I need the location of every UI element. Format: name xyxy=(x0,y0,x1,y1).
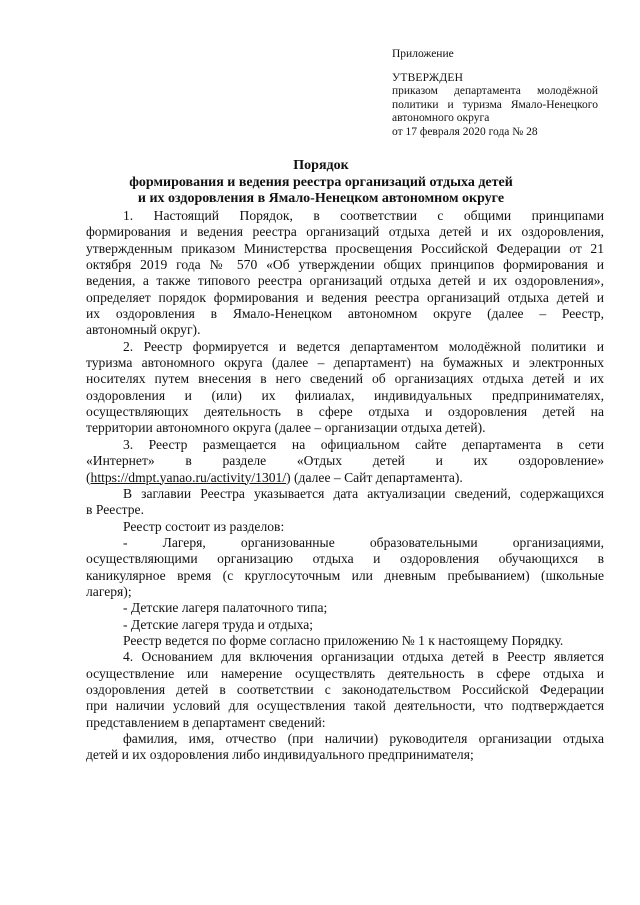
body-text-line: октября 2019 года № 570 «Об утверждении общих принципов формирования и xyxy=(86,257,604,273)
body-text-line: осуществляющими организацию отдыха и оздоровления обучающихся в xyxy=(86,551,604,567)
body-text-line: осуществляющих деятельность в сфере отдыха и оздоровления детей на xyxy=(86,404,604,420)
body-text-line: фамилия, имя, отчество (при наличии) руководителя организации отдыха xyxy=(123,731,604,746)
body-text-line: территории автономного округа (далее – организации отдыха детей). xyxy=(86,420,486,436)
body-text-line: автономный округ). xyxy=(86,322,201,338)
body-text-line: - Детские лагеря палаточного типа; xyxy=(123,600,328,616)
body-text-line: 1. Настоящий Порядок, в соответствии с общими принципами xyxy=(123,208,604,223)
body-text-line: «Интернет» в разделе «Отдых детей и их оздоровление» xyxy=(86,453,604,469)
body-text-line: их оздоровления в Ямало-Ненецком автономном округе (далее – Реестр, xyxy=(86,306,604,322)
title-line: формирования и ведения реестра организаций отдыха детей xyxy=(129,174,513,190)
body-text-line: 2. Реестр формируется и ведется департаментом молодёжной политики и xyxy=(123,338,604,354)
approval-date-line: от 17 февраля 2020 года № 28 xyxy=(392,125,538,138)
document-title xyxy=(86,158,556,208)
body-text-line: лагеря); xyxy=(86,583,132,599)
body-text-line: носителях путем внесения в него сведений об организациях отдыха детей и их xyxy=(86,371,604,387)
body-text-line: оздоровления детей в соответствии с законодательством Российской Федерации xyxy=(86,681,604,697)
approval-line: приказом департамента молодёжной xyxy=(392,85,598,98)
body-text-line: 3. Реестр размещается на официальном сайте департамента в сети xyxy=(123,436,604,452)
appendix-label: Приложение xyxy=(392,48,454,60)
body-text-line: каникулярное время (с круглосуточным или дневным пребыванием) (школьные xyxy=(86,567,604,583)
body-text-line: представлением в департамент сведений: xyxy=(86,714,326,730)
body-text-line: - Лагеря, организованные образовательными организациями, xyxy=(123,534,604,550)
body-text-line: утвержденным приказом Министерства просвещения Российской Федерации от 21 xyxy=(86,240,604,256)
body-text-line: ведения, а также типового реестра организаций отдыха детей и их оздоровления», xyxy=(86,273,604,289)
body-text-line: формирования и ведения реестра организаций отдыха детей и их оздоровления, xyxy=(86,224,604,240)
title-line: Порядок xyxy=(293,158,349,173)
body-text-line: Реестр состоит из разделов: xyxy=(123,518,285,534)
body-text-line: в Реестре. xyxy=(86,502,144,518)
approval-line: автономного округа xyxy=(392,112,490,125)
site-link[interactable]: https://dmpt.yanao.ru/activity/1301/ xyxy=(90,469,287,485)
body-text-line: - Детские лагеря труда и отдыха; xyxy=(123,616,314,632)
body-text-line: определяет порядок формирования и ведения реестра организаций отдыха детей и xyxy=(86,289,604,305)
approval-block xyxy=(392,72,598,139)
body-text-line: В заглавии Реестра указывается дата актуализации сведений, содержащихся xyxy=(123,485,604,501)
body-text-line: Реестр ведется по форме согласно приложению № 1 к настоящему Порядку. xyxy=(123,632,564,648)
body-text-line: осуществление или намерение осуществлять деятельность в сфере отдыха и xyxy=(86,665,604,681)
body-text-line: (https://dmpt.yanao.ru/activity/1301/) (далее – Сайт департамента). xyxy=(86,469,463,485)
title-line: и их оздоровления в Ямало-Ненецком автономном округе xyxy=(137,191,505,206)
body-text-line: туризма автономного округа (далее – департамент) на бумажных и электронных xyxy=(86,355,604,371)
body-text-line: при наличии условий для осуществления такой деятельности, что подтверждается xyxy=(86,698,604,714)
body-text-line: 4. Основанием для включения организации отдыха детей в Реестр является xyxy=(123,649,604,665)
body-text-line: детей и их оздоровления либо индивидуального предпринимателя; xyxy=(86,747,474,763)
approved-label: УТВЕРЖДЕН xyxy=(392,72,464,84)
document-body xyxy=(86,208,604,764)
body-text-line: оздоровления и (или) их филиалах, индивидуальных предпринимателях, xyxy=(86,387,604,403)
approval-line: политики и туризма Ямало-Ненецкого xyxy=(392,98,598,111)
